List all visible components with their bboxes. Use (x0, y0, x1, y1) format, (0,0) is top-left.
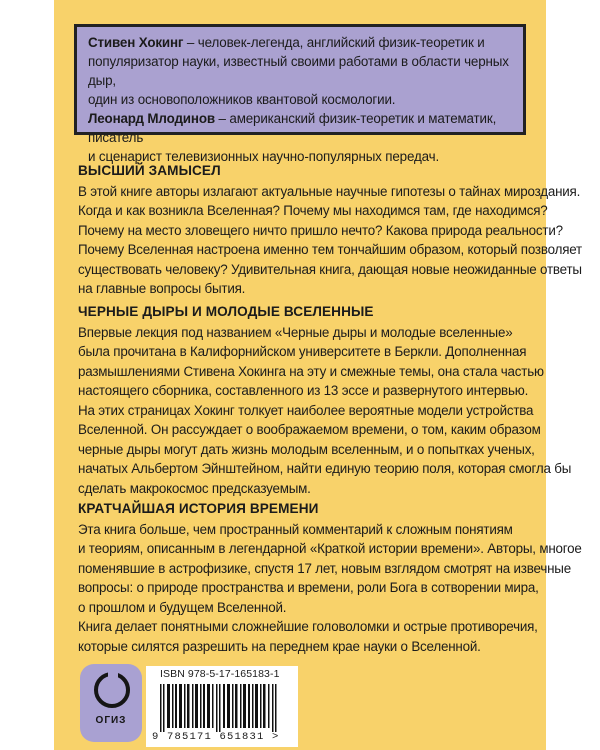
author-2-name: Леонард Млодинов (88, 111, 215, 126)
section-line: черные дыры могут дать жизнь молодым вселенным, и о попытках ученых, (78, 441, 535, 457)
section-title: ЧЕРНЫЕ ДЫРЫ И МОЛОДЫЕ ВСЕЛЕННЫЕ (78, 304, 374, 319)
section-high-design (78, 161, 582, 299)
section-line: которые силятся разрешить на переднем крае науки о Вселенной. (78, 638, 481, 654)
section-line: о прошлом и будущем Вселенной. (78, 599, 287, 615)
section-line: На этих страницах Хокинг толкует наиболее вероятные модели устройства (78, 402, 534, 418)
author-1-bio-line-1: – человек-легенда, английский физик-теоретик и (183, 35, 485, 50)
section-line: вопросы: о природе пространства и времени, роли Бога в сотворении мира, (78, 580, 539, 595)
isbn-label: ISBN 978-5-17-165183-1 (160, 668, 280, 680)
section-line: В этой книге авторы излагают актуальные научные гипотезы о тайнах мироздания. (78, 183, 581, 199)
section-line: Впервые лекция под названием «Черные дыры и молодые вселенные» (78, 324, 513, 340)
section-line: Вселенной. Он рассуждает о воображаемом времени, о том, каким образом (78, 422, 541, 437)
author-2-bio-line-1: – американский физик-теоретик и математик, писатель (88, 111, 497, 145)
publisher-logo-text: ОГИЗ (95, 715, 127, 726)
author-1-name: Стивен Хокинг (88, 35, 184, 50)
section-line: сделать макрокосмос предсказуемым. (78, 480, 311, 496)
section-line: поменявшие в астрофизике, спустя 17 лет, новым взглядом смотрят на извечные (78, 560, 571, 576)
section-line: настоящего сборника, составленного из 13 эссе и развернутого интервью. (78, 383, 529, 398)
barcode-icon (160, 684, 284, 732)
section-line: размышлениями Стивена Хокинга на эту и смежные темы, она стала частью (78, 363, 544, 379)
section-black-holes (78, 302, 572, 498)
author-1-bio-line-3: один из основоположников квантовой космологии. (88, 92, 396, 107)
section-line: существовать человеку? Удивительная книга, дающая новые неожиданные ответы (78, 261, 582, 277)
section-title: КРАТЧАЙШАЯ ИСТОРИЯ ВРЕМЕНИ (78, 501, 319, 516)
authors-text (88, 33, 520, 166)
section-line: Книга делает понятными сложнейшие головоломки и острые противоречия, (78, 619, 538, 634)
section-line: Почему на место зловещего ничто пришло нечто? Какова природа реальности? (78, 222, 563, 238)
section-line: была прочитана в Калифорнийском университете в Беркли. Дополненная (78, 344, 527, 359)
section-line: Когда и как возникла Вселенная? Почему мы находимся там, где находимся? (78, 203, 548, 218)
section-line: начатых Альбертом Эйнштейном, найти единую теорию поля, которая смогла бы (78, 461, 572, 476)
publisher-ring-icon (94, 672, 130, 708)
section-line: Эта книга больше, чем пространный комментарий к сложным понятиям (78, 521, 513, 537)
section-line: на главные вопросы бытия. (78, 281, 246, 296)
author-2-bio (88, 109, 520, 166)
publisher-logo (80, 664, 142, 742)
author-1-bio (88, 33, 520, 109)
section-brief-history (78, 499, 582, 656)
author-2-bio-line-2: и сценарист телевизионных научно-популярных передач. (88, 149, 440, 164)
barcode-digits: 9 785171 651831 > (152, 731, 280, 743)
section-line: и теориям, описанным в легендарной «Краткой истории времени». Авторы, многое (78, 541, 582, 556)
section-line: Почему Вселенная настроена именно тем тончайшим образом, который позволяет (78, 242, 582, 257)
author-1-bio-line-2: популяризатор науки, известный своими работами в области черных дыр, (88, 54, 509, 88)
section-title: ВЫСШИЙ ЗАМЫСЕЛ (78, 163, 221, 178)
